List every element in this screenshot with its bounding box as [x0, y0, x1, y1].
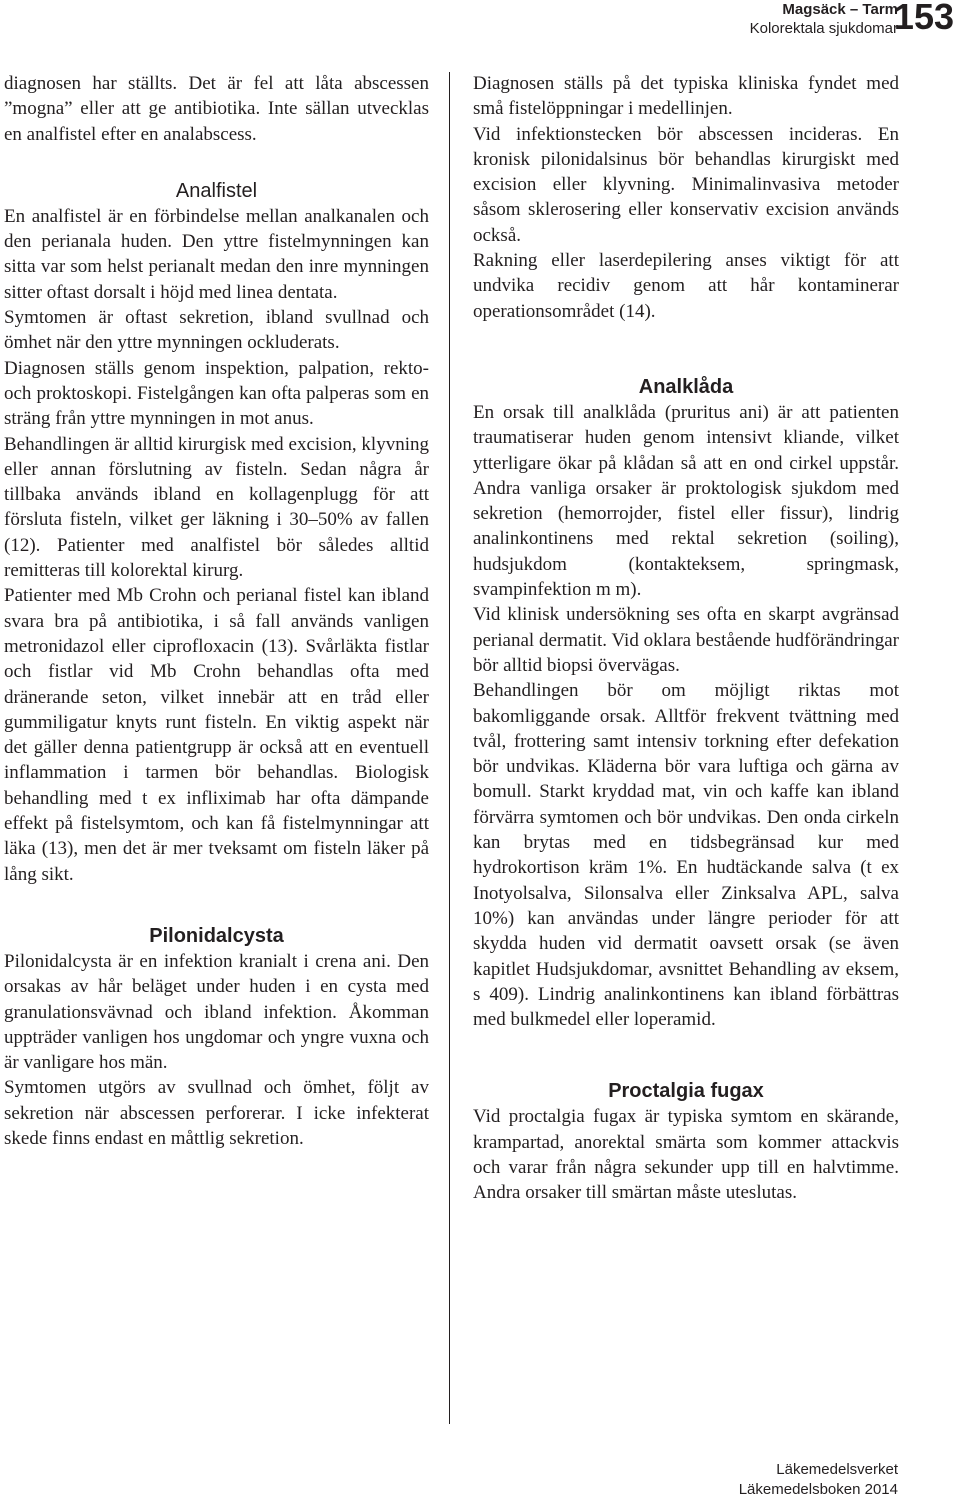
page-number: 153 — [893, 0, 954, 37]
analklada-paragraph: Behandlingen bör om möjligt riktas mot bakomliggande orsak. Alltför frekvent tvättning med tvål, frottering samt intensiv torkning efter defekation bör undvikas. Kläderna bör vara luftiga och gärna av bomull. Starkt kryddad mat, vin och kaffe kan ibland förvärra symtomen och bör undvikas. Den onda cirkeln kan brytas med en tidsbegränsad kur med hydrokortison kräm 1%. En hudtäckande salva (t ex Inotyolsalva, Silonsalva eller Zinksalva APL, salva 10%) kan användas under längre perioder för att skydda huden vid dermatit oavsett orsak (se även kapitlet Hudsjukdomar, avsnittet Behandling av eksem, s 409). Lindrig analinkontinens kan ibland förbättras med bulkmedel eller loperamid. — [473, 680, 899, 1031]
analfistel-paragraph: En analfistel är en förbindelse mellan analkanalen och den perianala huden. Den yttre fistelmynningen kan sitta var som helst perianalt medan den inre mynningen sitter oftast dorsalt i höjd med linea dentata. — [4, 205, 429, 303]
pilonidalcysta-continued-paragraph: Rakning eller laserdepilering anses viktigt för att undvika recidiv genom att hår kontaminerar operationsområdet (14). — [473, 250, 899, 322]
footer-publication: Läkemedelsboken 2014 — [738, 1481, 898, 1498]
column-divider — [449, 72, 450, 1424]
pilonidalcysta-paragraph: Symtomen utgörs av svullnad och ömhet, följt av sekretion när abscessen perforerar. I icke infekterat skede finns endast en måttlig sekretion. — [4, 1077, 429, 1149]
page-footer — [739, 1460, 898, 1500]
analfistel-paragraph: Behandlingen är alltid kirurgisk med excision, klyvning eller annan förslutning av fisteln. Sedan några år tillbaka används ibland en kollagenplugg för att försluta fisteln, vilket ger läkning i 30–50% av fallen (12). Patienter med analfistel bör således alltid remitteras till kolorektal kirurg. — [4, 433, 429, 582]
analfistel-paragraph: Diagnosen ställs genom inspektion, palpation, rekto- och proktoskopi. Fistelgången kan ofta palperas som en sträng från yttre mynningen in mot anus. — [4, 357, 429, 430]
right-column — [473, 71, 899, 1206]
analklada-paragraph: En orsak till analklåda (pruritus ani) är att patienten traumatiserar huden genom intensivt kliande, vilket ytterligare ökar på klådan så att en ond cirkel uppstår. Andra vanliga orsaker är proktologisk sjukdom med sekretion (hemorrojder, fistel eller fissur), lindrig analinkontinens med rektal sekretion (soiling), hudsjukdom (kontakteksem, springmask, svampinfektion m m). — [473, 401, 899, 601]
analfistel-paragraph: Patienter med Mb Crohn och perianal fistel kan ibland svara bra på antibiotika, i så fall används vanligen metronidazol eller ciprofloxacin (13). Svårläkta fistlar och fistlar vid Mb Crohn behandlas ofta med dränerande seton, vilket innebär att en tråd eller gummiligatur knyts runt fisteln. En viktig aspekt när det gäller denna patientgrupp är också att en eventuell inflammation i tarmen bör behandlas. Biologisk behandling med t ex infliximab har ofta dämpande effekt på fistelsymtom, och kan få fistelmynningar att läka (13), men det är mer tveksamt om fisteln läker på lång sikt. — [4, 585, 429, 885]
analfistel-paragraph: Symtomen är oftast sekretion, ibland svullnad och ömhet när den yttre mynningen ockluderats. — [4, 307, 429, 354]
analklada-paragraph: Vid klinisk undersökning ses ofta en skarpt avgränsad perianal dermatit. Vid oklara bestående hudförändringar bör alltid biopsi övervägas. — [473, 604, 899, 676]
section-title: Kolorektala sjukdomar — [749, 20, 898, 37]
pilonidalcysta-continued-paragraph: Vid infektionstecken bör abscessen incideras. En kronisk pilonidalsinus bör behandlas kirurgiskt med excision eller klyvning. Minimalinvasiva metoder såsom sklerosering eller konservativ excision används också. — [473, 123, 899, 246]
heading-analfistel: Analfistel — [175, 179, 258, 202]
running-header — [750, 0, 898, 38]
intro-paragraph: diagnosen har ställts. Det är fel att låta abscessen ”mogna” eller att ge antibiotika. Inte sällan utvecklas en analfistel efter en analabscess. — [4, 73, 429, 145]
left-column — [4, 71, 429, 1151]
heading-analklada: Analklåda — [638, 375, 734, 398]
footer-publisher: Läkemedelsverket — [776, 1461, 898, 1478]
pilonidalcysta-paragraph: Pilonidalcysta är en infektion kranialt i crena ani. Den orsakas av hår beläget under huden i en cysta med granulationsvävnad och ibland infektion. Åkomman uppträder vanligen hos ungdomar och yngre vuxna och är vanligare hos män. — [4, 950, 429, 1074]
pilonidalcysta-continued-paragraph: Diagnosen ställs på det typiska kliniska fyndet med små fistelöppningar i medellinjen. — [473, 73, 899, 120]
proctalgia-paragraph: Vid proctalgia fugax är typiska symtom en skärande, krampartad, anorektal smärta som kommer attackvis och varar från några sekunder upp till en halvtimme. Andra orsaker till smärtan måste uteslutas. — [473, 1106, 899, 1204]
heading-pilonidalcysta: Pilonidalcysta — [149, 924, 284, 947]
heading-proctalgia-fugax: Proctalgia fugax — [608, 1080, 764, 1103]
chapter-title: Magsäck – Tarm — [782, 1, 898, 18]
page-header — [0, 0, 960, 40]
